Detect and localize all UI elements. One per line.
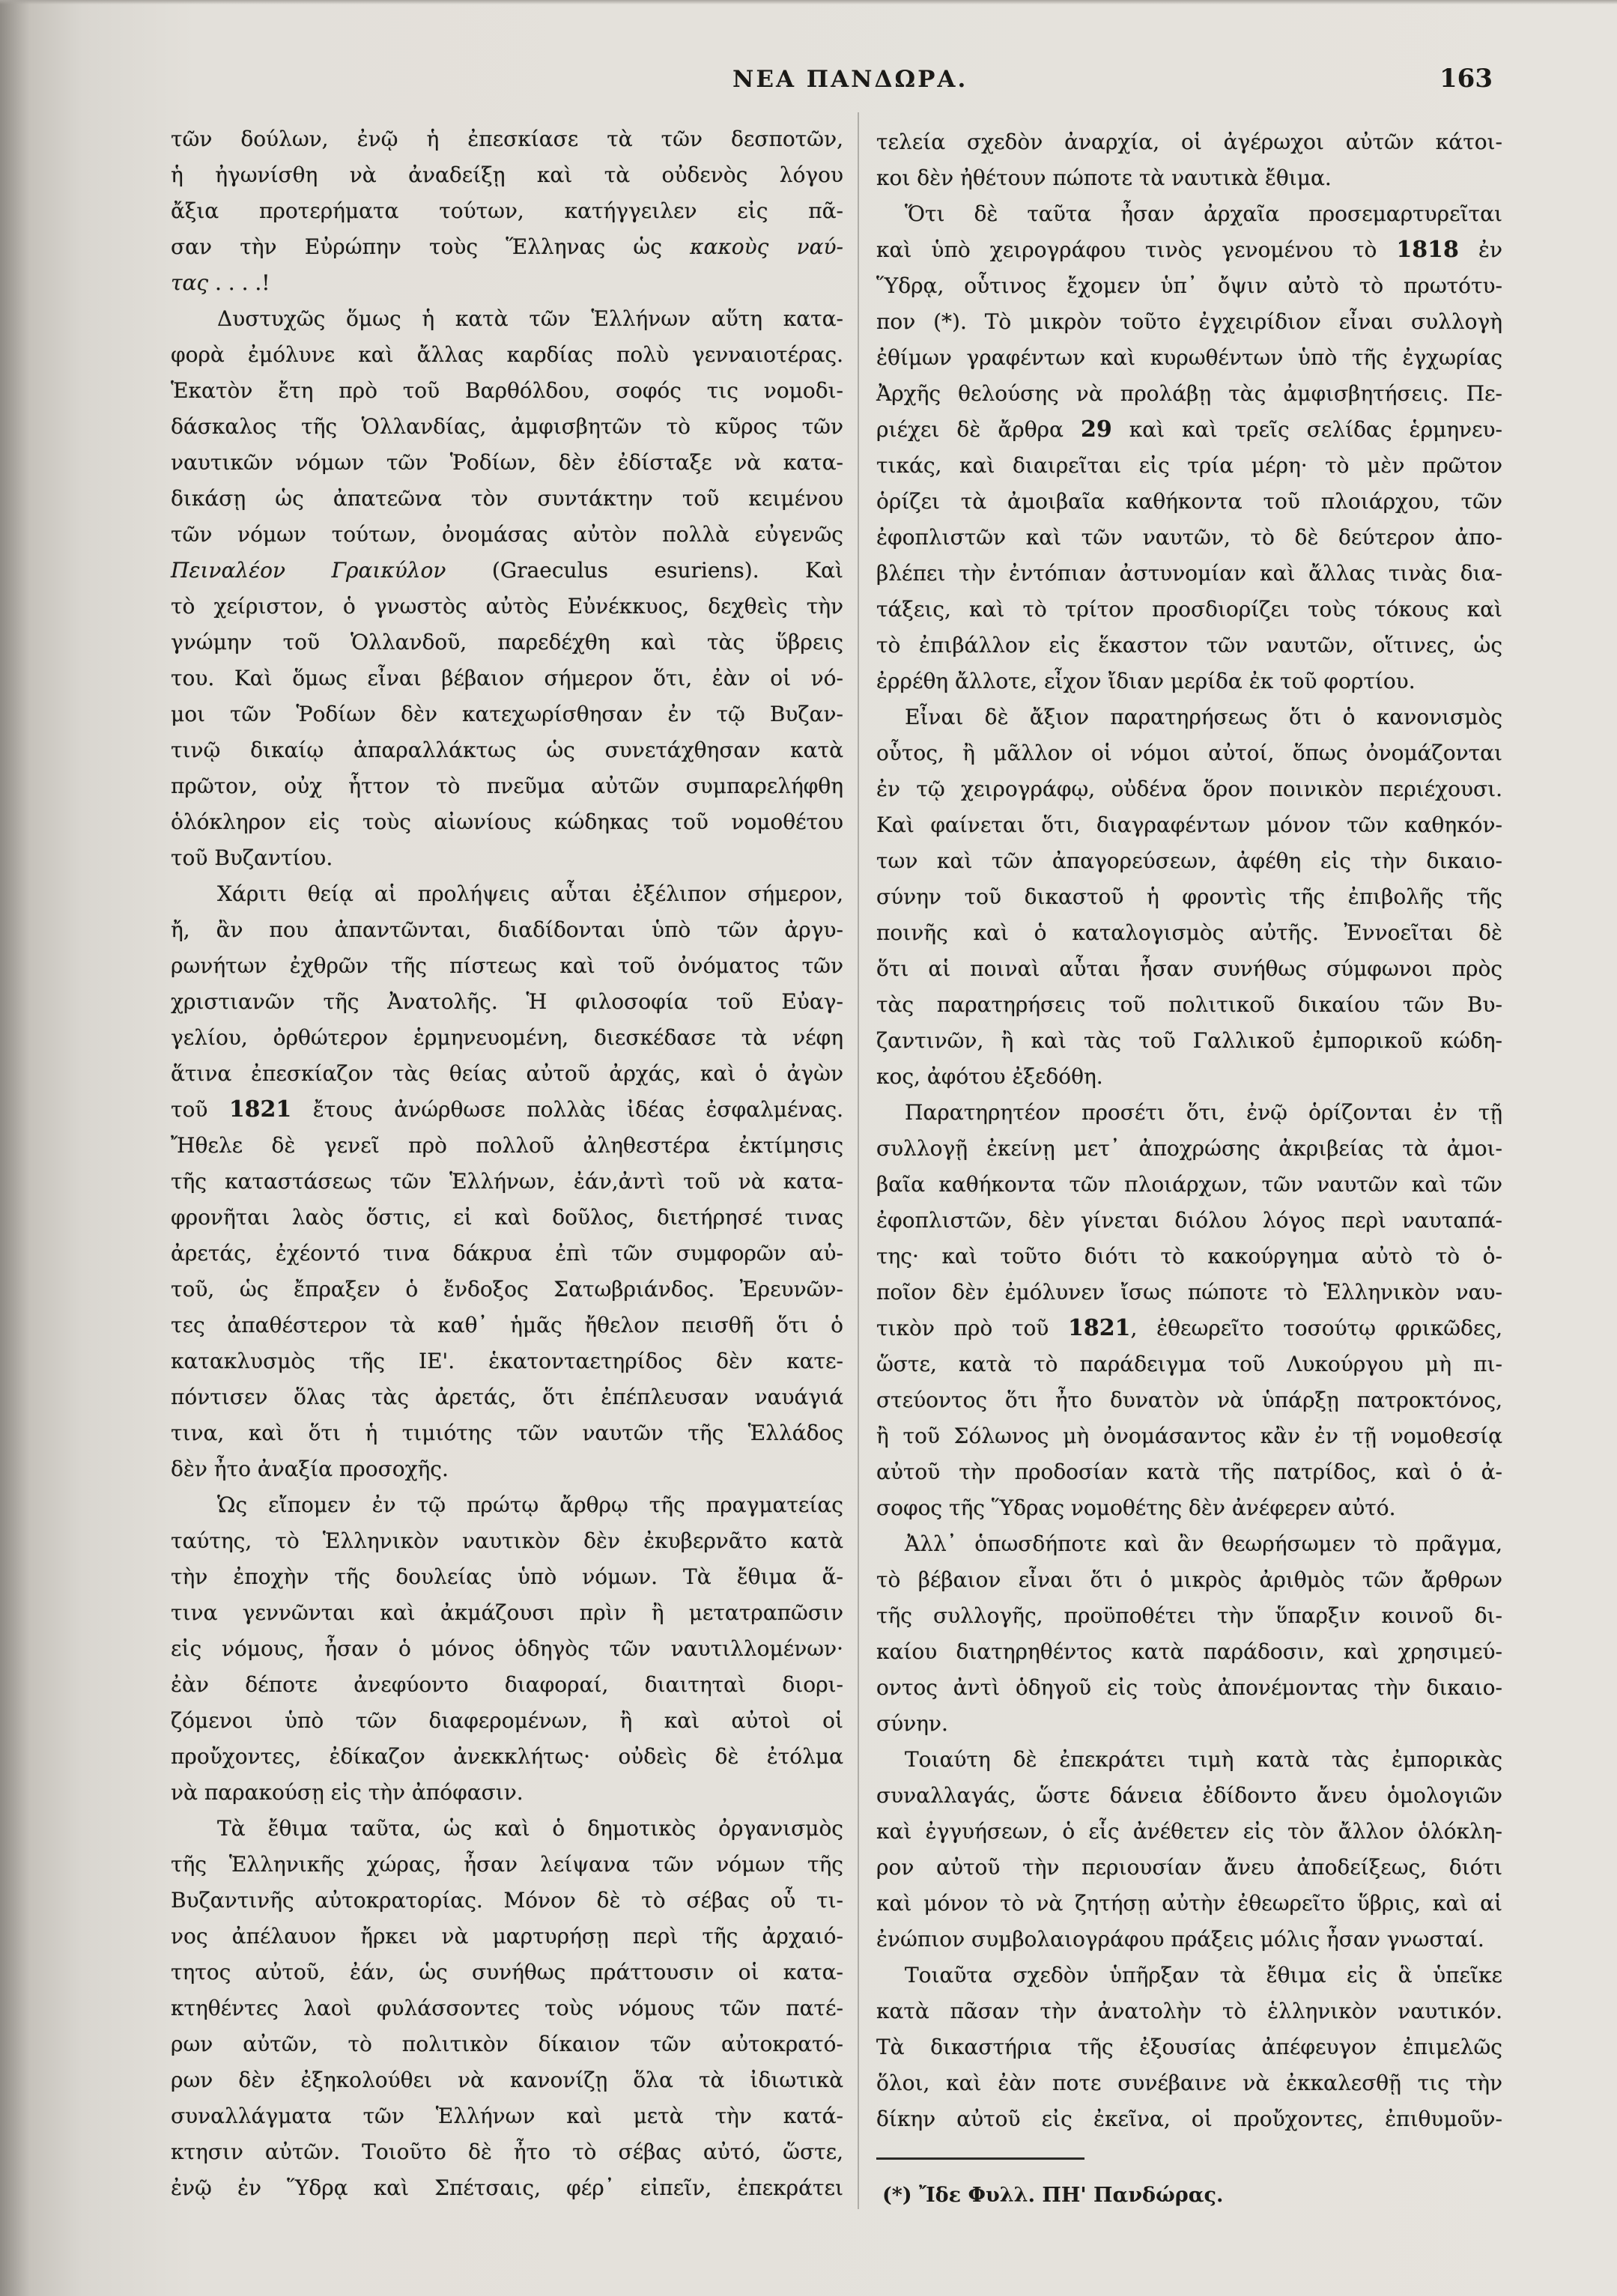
paragraph bbox=[876, 1526, 1502, 1742]
paragraph bbox=[876, 1742, 1502, 1958]
text-line: συναλλαγάς, ὥστε δάνεια ἐδίδοντο ἄνευ ὁμολογιῶν bbox=[876, 1783, 1502, 1808]
column-divider bbox=[858, 112, 859, 2209]
text-line: τοῦ, ὡς ἔπραξεν ὁ ἔνδοξος Σατωβριάνδος. Ἐρευνῶν- bbox=[171, 1277, 843, 1302]
text-line: ὁλόκληρον εἰς τοὺς αἰωνίους κώδηκας τοῦ νομοθέτου bbox=[171, 810, 843, 834]
text-line: τινα, καὶ ὅτι ἡ τιμιότης τῶν ναυτῶν τῆς Ἑλλάδος bbox=[171, 1421, 843, 1445]
text-line: ὅτι αἱ ποιναὶ αὗται ἦσαν συνήθως σύμφωνοι πρὸς bbox=[876, 956, 1502, 981]
text-line: τινῷ δικαίῳ ἀπαραλλάκτως ὡς συνετάχθησαν κατὰ bbox=[171, 738, 843, 762]
text-line: ἀρετάς, ἐχέοντό τινα δάκρυα ἐπὶ τῶν συμφορῶν αὐ- bbox=[171, 1241, 843, 1266]
paragraph bbox=[171, 301, 843, 876]
text-line: τὸ χείριστον, ὁ γνωστὸς αὐτὸς Εὐνέκκυος, δεχθεὶς τὴν bbox=[171, 594, 843, 619]
text-line: δάσκαλος τῆς Ὁλλανδίας, ἀμφισβητῶν τὸ κῦρος τῶν bbox=[171, 414, 843, 439]
text-line: τητος αὐτοῦ, ἐάν, ὡς συνήθως πράττουσιν οἱ κατα- bbox=[171, 1960, 843, 1984]
text-run: τικὸν πρὸ τοῦ bbox=[876, 1316, 1069, 1340]
text-line: γνώμην τοῦ Ὁλλανδοῦ, παρεδέχθη καὶ τὰς ὕβρεις bbox=[171, 630, 843, 655]
footnote-rule bbox=[876, 2157, 1084, 2160]
text-line: ἄξια προτερήματα τούτων, κατήγγειλεν εἰς πᾶ- bbox=[171, 198, 843, 223]
text-line: ἡ ἠγωνίσθη νὰ ἀναδείξῃ καὶ τὰ οὐδενὸς λόγου bbox=[171, 163, 843, 187]
text-line bbox=[171, 1092, 843, 1128]
text-run: καὶ καὶ τρεῖς σελίδας ἑρμηνευ- bbox=[1111, 417, 1503, 442]
text-line: Τὰ ἔθιμα ταῦτα, ὡς καὶ ὁ δημοτικὸς ὀργανισμὸς bbox=[217, 1816, 843, 1841]
text-line: Εἶναι δὲ ἄξιον παρατηρήσεως ὅτι ὁ κανονισμὸς bbox=[905, 705, 1502, 729]
text-line: σύνην. bbox=[876, 1711, 948, 1736]
text-line: συλλογῇ ἐκείνῃ μετ᾽ ἀποχρώσης ἀκριβείας τὰ ἀμοι- bbox=[876, 1136, 1502, 1161]
paragraph bbox=[171, 121, 843, 301]
text-line: Παρατηρητέον προσέτι ὅτι, ἐνῷ ὁρίζονται ἐν τῇ bbox=[905, 1100, 1502, 1125]
text-run: σαν τὴν Εὐρώπην τοὺς Ἕλληνας ὡς bbox=[171, 234, 691, 259]
paragraph bbox=[876, 1095, 1502, 1526]
text-line: ἤ, ἂν που ἀπαντῶνται, διαδίδονται ὑπὸ τῶν ἀργυ- bbox=[171, 917, 843, 942]
italic-text: κακοὺς ναύ- bbox=[690, 234, 843, 259]
text-line: Τοιαύτη δὲ ἐπεκράτει τιμὴ κατὰ τὰς ἐμπορικὰς bbox=[905, 1747, 1502, 1772]
text-line: Δυστυχῶς ὅμως ἡ κατὰ τῶν Ἑλλήνων αὕτη κατα- bbox=[217, 306, 843, 331]
text-line bbox=[171, 229, 843, 265]
text-line: Τοιαῦτα σχεδὸν ὑπῆρξαν τὰ ἔθιμα εἰς ἃ ὑπεῖκε bbox=[905, 1963, 1502, 1987]
text-line: δικάσῃ ὡς ἀπατεῶνα τὸν συντάκτην τοῦ κειμένου bbox=[171, 486, 843, 511]
text-line: μοι τῶν Ῥοδίων δὲν κατεχωρίσθησαν ἐν τῷ Βυζαν- bbox=[171, 702, 843, 726]
text-line: ταύτης, τὸ Ἑλληνικὸν ναυτικὸν δὲν ἐκυβερνᾶτο κατὰ bbox=[171, 1528, 843, 1553]
text-line: Ἀρχῆς θελούσης νὰ προλάβῃ τὰς ἀμφισβητήσεις. Πε- bbox=[876, 381, 1502, 406]
text-line: ἐφοπλιστῶν καὶ τῶν ναυτῶν, τὸ δὲ δεύτερον ἀπο- bbox=[876, 525, 1502, 550]
text-run: καὶ ὑπὸ χειρογράφου τινὸς γενομένου τὸ bbox=[876, 237, 1397, 262]
text-line: σύνην τοῦ δικαστοῦ ἡ φροντὶς τῆς ἐπιβολῆς τῆς bbox=[876, 884, 1502, 909]
text-line: ποινῆς καὶ ὁ καταλογισμὸς αὐτῆς. Ἐννοεῖται δὲ bbox=[876, 920, 1502, 945]
text-line: ρον αὐτοῦ τὴν περιουσίαν ἄνευ ἀποδείξεως, διότι bbox=[876, 1855, 1502, 1880]
text-line: ἅτινα ἐπεσκίαζον τὰς θείας αὐτοῦ ἀρχάς, καὶ ὁ ἀγὼν bbox=[171, 1061, 843, 1086]
text-line: τῆς Ἑλληνικῆς χώρας, ἦσαν λείψανα τῶν νόμων τῆς bbox=[171, 1852, 843, 1877]
text-line bbox=[876, 232, 1502, 268]
text-line: ζόμενοι ὑπὸ τῶν διαφερομένων, ἢ καὶ αὐτοὶ οἱ bbox=[171, 1708, 843, 1733]
text-line: κατακλυσμὸς τῆς ΙΕ'. ἑκατονταετηρίδος δὲν κατε- bbox=[171, 1349, 843, 1373]
paragraph bbox=[876, 196, 1502, 699]
text-run: . . . .! bbox=[208, 270, 270, 295]
text-line: ἐνῷ ἐν Ὕδρᾳ καὶ Σπέτσαις, φέρ᾽ εἰπεῖν, ἐπεκράτει bbox=[171, 2175, 843, 2200]
text-line: βλέπει τὴν ἐντόπιαν ἀστυνομίαν καὶ ἄλλας τινὰς δια- bbox=[876, 561, 1502, 586]
text-line: οντος ἀντὶ ὁδηγοῦ εἰς τοὺς ἀπονέμοντας τὴν δικαιο- bbox=[876, 1675, 1502, 1700]
text-line: κος, ἀφότου ἐξεδόθη. bbox=[876, 1064, 1103, 1089]
text-line: καὶ ἐγγυήσεων, ὁ εἷς ἀνέθετεν εἰς τὸν ἄλλον ὁλόκλη- bbox=[876, 1819, 1502, 1844]
text-line: Ὅτι δὲ ταῦτα ἦσαν ἀρχαῖα προσεμαρτυρεῖται bbox=[905, 201, 1502, 226]
text-line: ζαντινῶν, ἢ καὶ τὰς τοῦ Γαλλικοῦ ἐμπορικοῦ κώδη- bbox=[876, 1028, 1502, 1053]
text-line: καίου διατηρηθέντος κατὰ παράδοσιν, καὶ χρησιμεύ- bbox=[876, 1639, 1502, 1664]
text-line: ρων δὲν ἐξηκολούθει νὰ κανονίζῃ ὅλα τὰ ἰδιωτικὰ bbox=[171, 2068, 843, 2092]
text-run: , ἐθεωρεῖτο τοσούτῳ φρικῶδες, bbox=[1130, 1316, 1502, 1340]
text-run: ἔτους ἀνώρθωσε πολλὰς ἰδέας ἐσφαλμένας. bbox=[291, 1097, 843, 1122]
scan-top-edge bbox=[0, 0, 1617, 4]
text-line: ἢ τοῦ Σόλωνος μὴ ὀνομάσαντος κἂν ἐν τῇ νομοθεσίᾳ bbox=[876, 1424, 1502, 1448]
text-line: νὰ παρακούσῃ εἰς τὴν ἀπόφασιν. bbox=[171, 1780, 524, 1805]
text-run: (Graeculus esuriens). Καὶ bbox=[446, 558, 843, 583]
text-line: Καὶ φαίνεται ὅτι, διαγραφέντων μόνον τῶν καθηκόν- bbox=[876, 813, 1502, 837]
italic-text: Πειναλέον Γραικύλον bbox=[171, 558, 446, 583]
text-line bbox=[171, 265, 843, 301]
text-line: τὰς παρατηρήσεις τοῦ πολιτικοῦ δικαίου τῶν Βυ- bbox=[876, 992, 1502, 1017]
text-line: οὗτος, ἢ μᾶλλον οἱ νόμοι αὐτοί, ὅπως ὀνομάζονται bbox=[876, 741, 1502, 765]
bold-numeral: 1821 bbox=[1068, 1315, 1131, 1341]
text-line: ἐθίμων γραφέντων καὶ κυρωθέντων ὑπὸ τῆς ἐγχωρίας bbox=[876, 345, 1502, 370]
text-line: τῆς συλλογῆς, προϋποθέτει τὴν ὕπαρξιν κοινοῦ δι- bbox=[876, 1603, 1502, 1628]
text-line: τες ἀπαθέστερον τὰ καθ᾽ ἡμᾶς ἤθελον πεισθῆ ὅτι ὁ bbox=[171, 1313, 843, 1337]
text-line: τελεία σχεδὸν ἀναρχία, οἱ ἀγέρωχοι αὐτῶν κάτοι- bbox=[876, 130, 1502, 154]
page-number: 163 bbox=[1439, 64, 1493, 94]
text-run: ἐν bbox=[1458, 237, 1502, 262]
text-line: γελίου, ὀρθώτερον ἑρμηνευομένη, διεσκέδασε τὰ νέφη bbox=[171, 1025, 843, 1050]
text-line: ἐφοπλιστῶν, δὲν γίνεται διόλου λόγος περὶ ναυταπά- bbox=[876, 1208, 1502, 1233]
text-line: πρῶτον, οὐχ ἧττον τὸ πνεῦμα αὐτῶν συμπαρελήφθη bbox=[171, 774, 843, 798]
text-line: ποῖον δὲν ἐμόλυνεν ἴσως πώποτε τὸ Ἑλληνικὸν ναυ- bbox=[876, 1280, 1502, 1305]
left-column bbox=[171, 121, 843, 2206]
text-line: των καὶ τῶν ἀπαγορεύσεων, ἀφέθη εἰς τὴν δικαιο- bbox=[876, 848, 1502, 873]
paragraph bbox=[171, 876, 843, 1487]
text-line: σοφος τῆς Ὕδρας νομοθέτης δὲν ἀνέφερεν αὐτό. bbox=[876, 1495, 1396, 1520]
text-line: ὁρίζει τὰ ἀμοιβαῖα καθήκοντα τοῦ πλοιάρχου, τῶν bbox=[876, 489, 1502, 514]
paragraph bbox=[171, 1487, 843, 1811]
bold-numeral: 1821 bbox=[228, 1096, 292, 1123]
paragraph bbox=[876, 699, 1502, 1095]
text-line: φορὰ ἐμόλυνε καὶ ἄλλας καρδίας πολὺ γενναιοτέρας. bbox=[171, 342, 843, 367]
text-run: ριέχει δὲ ἄρθρα bbox=[876, 417, 1081, 442]
text-line: τὴν ἐποχὴν τῆς δουλείας ὑπὸ νόμων. Τὰ ἔθιμα ἅ- bbox=[171, 1564, 843, 1589]
text-line: τὸ ἐπιβάλλον εἰς ἕκαστον τῶν ναυτῶν, οἵτινες, ὡς bbox=[876, 633, 1502, 657]
text-line: ἐνώπιον συμβολαιογράφου πράξεις μόλις ἦσαν γνωσταί. bbox=[876, 1927, 1484, 1952]
text-line: ρωνήτων ἐχθρῶν τῆς πίστεως καὶ τοῦ ὀνόματος τῶν bbox=[171, 953, 843, 978]
text-line: τάξεις, καὶ τὸ τρίτον προσδιορίζει τοὺς τόκους καὶ bbox=[876, 597, 1502, 622]
running-header-title: ΝΕΑ ΠΑΝΔΩΡΑ. bbox=[732, 66, 968, 93]
text-line: δὲν ἦτο ἀναξία προσοχῆς. bbox=[171, 1457, 449, 1481]
text-line: κοι δὲν ἠθέτουν πώποτε τὰ ναυτικὰ ἔθιμα. bbox=[876, 165, 1332, 190]
text-line: τῆς καταστάσεως τῶν Ἑλλήνων, ἐάν,ἀντὶ τοῦ νὰ κατα- bbox=[171, 1169, 843, 1194]
text-line: Ἤθελε δὲ γενεῖ πρὸ πολλοῦ ἀληθεστέρα ἐκτίμησις bbox=[171, 1133, 843, 1158]
text-line: φρονῆται λαὸς ὅστις, εἰ καὶ δοῦλος, διετήρησέ τινας bbox=[171, 1205, 843, 1230]
text-line: ὅλοι, καὶ ἐὰν ποτε συνέβαινε νὰ ἐκκαλεσθῇ τις τὴν bbox=[876, 2071, 1502, 2095]
text-line: ἐὰν δέποτε ἀνεφύοντο διαφοραί, διαιτηταὶ διορι- bbox=[171, 1672, 843, 1697]
text-line: νος ἀπέλαυον ἤρκει νὰ μαρτυρήσῃ περὶ τῆς ἀρχαιό- bbox=[171, 1924, 843, 1949]
text-line: στεύοντος ὅτι ἦτο δυνατὸν νὰ ὑπάρξῃ πατροκτόνος, bbox=[876, 1388, 1502, 1412]
text-run: τοῦ bbox=[171, 1097, 229, 1122]
text-line: Τὰ δικαστήρια τῆς ἐξουσίας ἀπέφευγον ἐπιμελῶς bbox=[876, 2035, 1502, 2059]
paragraph bbox=[171, 1811, 843, 2206]
footnote: (*) Ἴδε Φυλλ. ΠΗ' Πανδώρας. bbox=[882, 2184, 1224, 2207]
text-line: καὶ μόνον τὸ νὰ ζητήσῃ αὐτὴν ἐθεωρεῖτο ὕβρις, καὶ αἱ bbox=[876, 1891, 1502, 1916]
text-line: δίκην αὐτοῦ εἰς ἐκεῖνα, οἱ προὔχοντες, ἐπιθυμοῦν- bbox=[876, 2107, 1502, 2131]
text-line: τὸ βέβαιον εἶναι ὅτι ὁ μικρὸς ἀριθμὸς τῶν ἄρθρων bbox=[876, 1567, 1502, 1592]
text-line: ναυτικῶν νόμων τῶν Ῥοδίων, δὲν ἐδίσταξε νὰ κατα- bbox=[171, 450, 843, 475]
text-line: ἐρρέθη ἄλλοτε, εἶχον ἴδιαν μερίδα ἐκ τοῦ φορτίου. bbox=[876, 669, 1416, 693]
text-line: χριστιανῶν τῆς Ἀνατολῆς. Ἡ φιλοσοφία τοῦ Εὐαγ- bbox=[171, 989, 843, 1014]
text-line: εἰς νόμους, ἦσαν ὁ μόνος ὁδηγὸς τῶν ναυτιλλομένων· bbox=[171, 1636, 843, 1661]
text-line: κτηθέντες λαοὶ φυλάσσοντες τοὺς νόμους τῶν πατέ- bbox=[171, 1996, 843, 2020]
text-line: κατὰ πᾶσαν τὴν ἀνατολὴν τὸ ἑλληνικὸν ναυτικόν. bbox=[876, 1999, 1502, 2023]
text-line: Ὕδρᾳ, οὗτινος ἔχομεν ὑπ᾽ ὄψιν αὐτὸ τὸ πρωτότυ- bbox=[876, 273, 1502, 298]
text-line bbox=[876, 1311, 1502, 1346]
text-line: της· καὶ τοῦτο διότι τὸ κακούργημα αὐτὸ τὸ ὁ- bbox=[876, 1244, 1502, 1269]
text-line: Βυζαντινῆς αὐτοκρατορίας. Μόνον δὲ τὸ σέβας οὗ τι- bbox=[171, 1888, 843, 1913]
text-line: ρων αὐτῶν, τὸ πολιτικὸν δίκαιον τῶν αὐτοκρατό- bbox=[171, 2032, 843, 2056]
text-line: Ἑκατὸν ἔτη πρὸ τοῦ Βαρθόλδου, σοφός τις νομοδι- bbox=[171, 378, 843, 403]
text-line bbox=[876, 412, 1502, 448]
paragraph bbox=[876, 124, 1502, 196]
text-line: κτησιν αὐτῶν. Τοιοῦτο δὲ ἦτο τὸ σέβας αὐτό, ὥστε, bbox=[171, 2139, 843, 2164]
text-line: Ἀλλ᾽ ὁπωσδήποτε καὶ ἂν θεωρήσωμεν τὸ πρᾶγμα, bbox=[905, 1531, 1502, 1556]
text-line: του. Καὶ ὅμως εἶναι βέβαιον σήμερον ὅτι, ἐὰν οἱ νό- bbox=[171, 666, 843, 690]
text-line: τῶν νόμων τούτων, ὀνομάσας αὐτὸν πολλὰ εὐγενῶς bbox=[171, 522, 843, 547]
text-line: Χάριτι θείᾳ αἱ προλήψεις αὗται ἐξέλιπον σήμερον, bbox=[217, 881, 843, 906]
italic-text: τας bbox=[171, 270, 209, 295]
text-line: συναλλάγματα τῶν Ἑλλήνων καὶ μετὰ τὴν κατά- bbox=[171, 2104, 843, 2128]
text-line: αὐτοῦ τὴν προδοσίαν κατὰ τῆς πατρίδος, καὶ ὁ ἀ- bbox=[876, 1460, 1502, 1484]
text-line: τῶν δούλων, ἐνῷ ἡ ἐπεσκίασε τὰ τῶν δεσποτῶν, bbox=[171, 127, 843, 151]
text-line: προὔχοντες, ἐδίκαζον ἀνεκκλήτως· οὐδεὶς δὲ ἐτόλμα bbox=[171, 1744, 843, 1769]
text-line bbox=[171, 553, 843, 589]
text-line: πον (*). Τὸ μικρὸν τοῦτο ἐγχειρίδιον εἶναι συλλογὴ bbox=[876, 309, 1502, 334]
text-line: τοῦ Βυζαντίου. bbox=[171, 845, 333, 870]
text-line: πόντισεν ὅλας τὰς ἀρετάς, ὅτι ἐπέπλευσαν ναυάγιά bbox=[171, 1385, 843, 1409]
text-line: ἐν τῷ χειρογράφῳ, οὐδένα ὅρον ποινικὸν περιέχουσι. bbox=[876, 777, 1502, 801]
text-line: τινα γεννῶνται καὶ ἀκμάζουσι πρὶν ἢ μετατραπῶσιν bbox=[171, 1600, 843, 1625]
text-line: βαῖα καθήκοντα τῶν πλοιάρχων, τῶν ναυτῶν καὶ τῶν bbox=[876, 1172, 1502, 1197]
right-column bbox=[876, 124, 1502, 2137]
text-line: τικάς, καὶ διαιρεῖται εἰς τρία μέρη· τὸ μὲν πρῶτον bbox=[876, 453, 1502, 478]
bold-numeral: 1818 bbox=[1396, 237, 1459, 263]
bold-numeral: 29 bbox=[1080, 416, 1112, 443]
paragraph bbox=[876, 1958, 1502, 2137]
text-line: ὥστε, κατὰ τὸ παράδειγμα τοῦ Λυκούργου μὴ πι- bbox=[876, 1352, 1502, 1376]
text-line: Ὡς εἴπομεν ἐν τῷ πρώτῳ ἄρθρῳ τῆς πραγματείας bbox=[217, 1492, 843, 1517]
